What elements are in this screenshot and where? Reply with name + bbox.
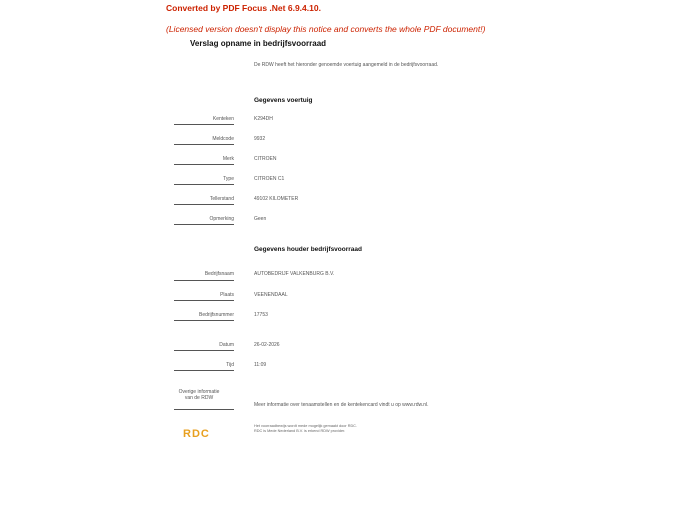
field-underline [174, 184, 234, 185]
rdc-logo-icon [183, 427, 229, 439]
rdc-logo-text: RDC [183, 428, 210, 439]
field-label-bedrijfsnummer: Bedrijfsnummer [198, 312, 234, 318]
field-value-kenteken: K294DH [254, 116, 273, 122]
field-underline [174, 409, 234, 410]
document-title: Verslag opname in bedrijfsvoorraad [190, 39, 327, 48]
conversion-banner: Converted by PDF Focus .Net 6.9.4.10. [166, 3, 321, 13]
field-label-meldcode: Meldcode [212, 136, 234, 142]
field-label-kenteken: Kenteken [212, 116, 234, 122]
field-value-opmerking: Geen [254, 216, 267, 222]
field-value-plaats: VEENENDAAL [254, 292, 288, 298]
field-underline [174, 350, 234, 351]
field-label-datum: Datum [219, 342, 234, 348]
field-label-plaats: Plaats [220, 292, 234, 298]
holder-section-heading: Gegevens houder bedrijfsvoorraad [254, 246, 363, 253]
field-value-type: CITROEN C1 [254, 176, 285, 182]
field-value-tellerstand: 49102 KILOMETER [254, 196, 299, 202]
contact-text: Meer informatie over tenaamstellen en de kentekencard vindt u op www.rdw.nl. [254, 402, 429, 408]
field-underline [174, 300, 234, 301]
field-underline [174, 144, 234, 145]
field-label-type: Type [223, 176, 234, 182]
rdc-logo [183, 426, 229, 444]
field-label-opmerking: Opmerking [209, 216, 234, 222]
license-notice: (Licensed version doesn't display this notice and converts the whole PDF document!) [166, 24, 486, 34]
field-underline [174, 124, 234, 125]
field-label-tellerstand: Tellerstand [209, 196, 234, 202]
footer-line-1: Het voorraadbewijs wordt mede mogelijk gemaakt door RDC. [254, 424, 357, 428]
field-label-bedrijfsnaam: Bedrijfsnaam [204, 271, 234, 277]
field-underline [174, 280, 234, 281]
footer-text [254, 424, 424, 434]
field-value-datum: 26-02-2026 [254, 342, 280, 348]
contact-label: Overige informatie van de RDW [178, 389, 220, 401]
field-label-tijd: Tijd [226, 362, 234, 368]
field-label-merk: Merk [222, 156, 234, 162]
field-underline [174, 204, 234, 205]
vehicle-section-heading: Gegevens voertuig [254, 97, 313, 104]
field-value-bedrijfsnummer: 17753 [254, 312, 268, 318]
field-value-tijd: 11:09 [254, 362, 267, 368]
field-underline [174, 164, 234, 165]
field-underline [174, 370, 234, 371]
intro-text: De RDW heeft het hieronder genoemde voertuig aangemeld in de bedrijfsvoorraad. [254, 62, 439, 68]
field-value-meldcode: 9932 [254, 136, 266, 142]
field-underline [174, 224, 234, 225]
field-value-bedrijfsnaam: AUTOBEDRIJF VALKENBURG B.V. [254, 271, 335, 277]
field-underline [174, 320, 234, 321]
field-value-merk: CITROEN [254, 156, 277, 162]
footer-line-2: RDC is Mede Nederland B.V. is erkend RDW provider. [254, 429, 346, 433]
